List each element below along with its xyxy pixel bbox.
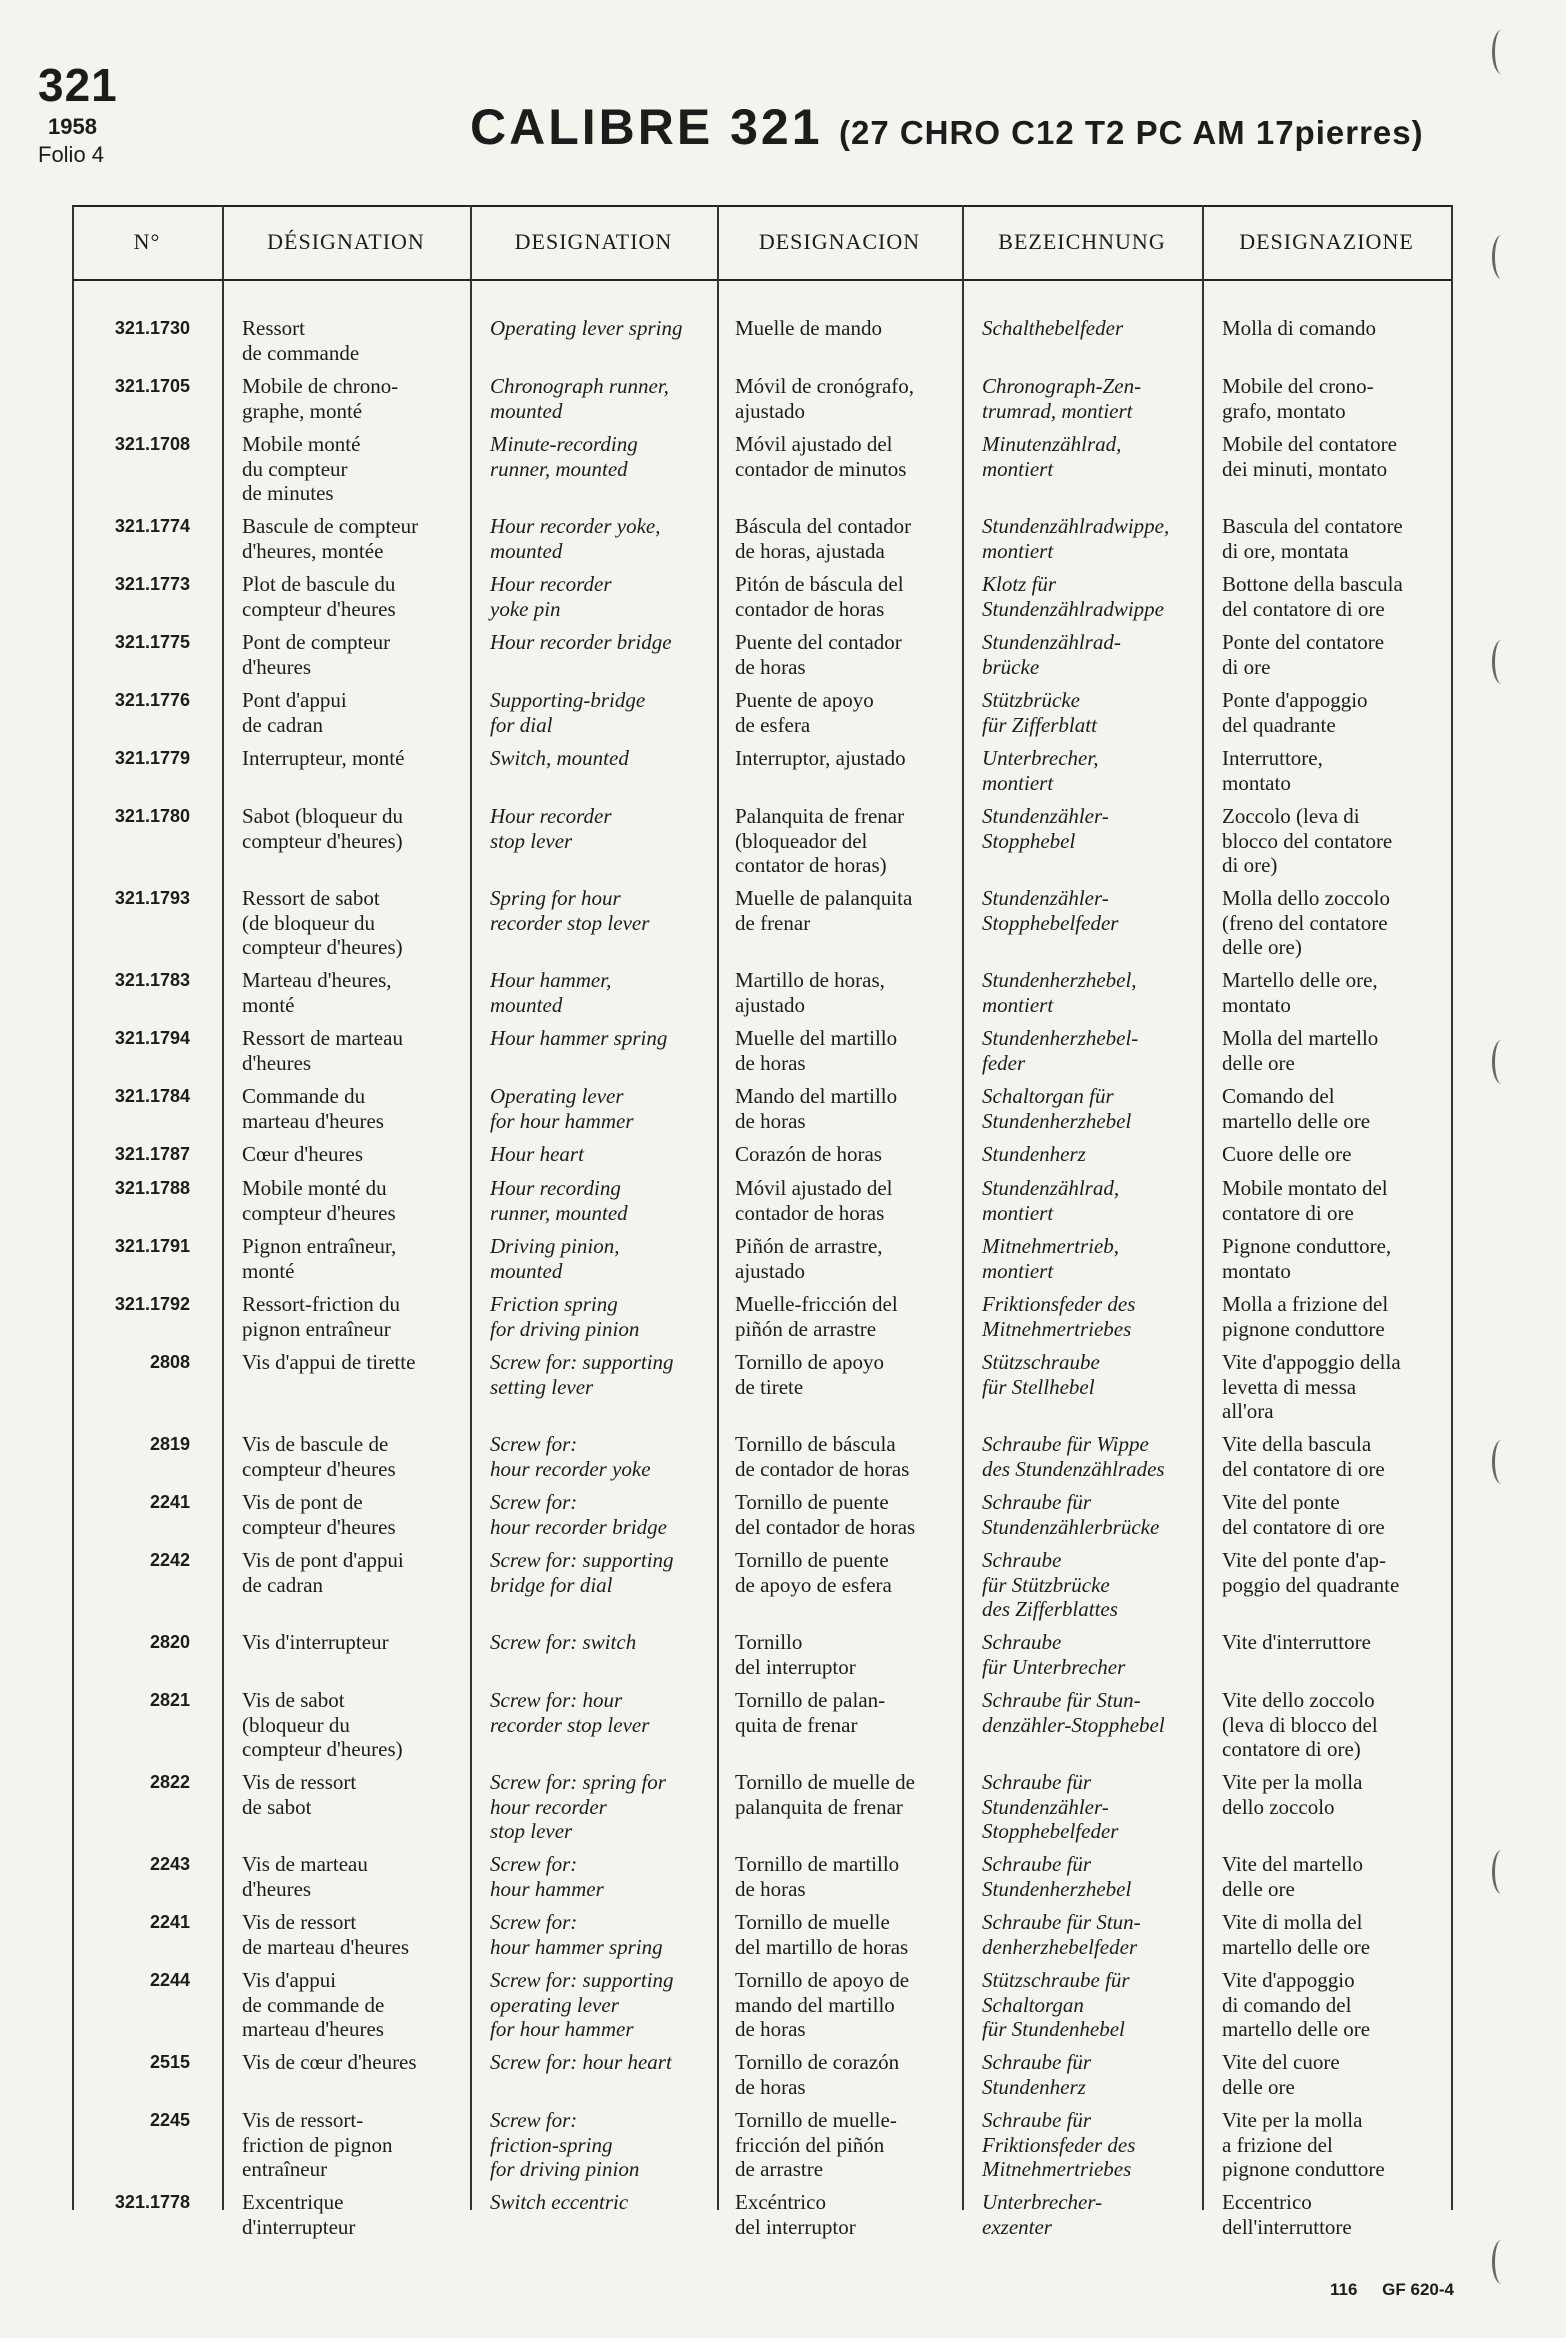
part-number: 321.1776: [114, 690, 190, 710]
designation-en: Supporting-bridge for dial: [490, 688, 646, 737]
part-number: 2820: [149, 1632, 190, 1652]
designation-fr: Vis d'appui de commande de marteau d'heures: [242, 1968, 385, 2041]
designation-en: Screw for: hour recorder bridge: [490, 1490, 667, 1539]
designation-fr: Cœur d'heures: [242, 1142, 364, 1166]
designation-de: Schraube für Stundenherzhebel: [982, 1852, 1132, 1901]
designation-fr: Commande du marteau d'heures: [242, 1084, 384, 1133]
designation-de: Schalthebelfeder: [982, 316, 1124, 340]
designation-fr: Pont de compteur d'heures: [242, 630, 391, 679]
designation-es: Tornillo de corazón de horas: [735, 2050, 900, 2099]
designation-en: Screw for: switch: [490, 1630, 637, 1654]
designation-en: Screw for: supporting setting lever: [490, 1350, 674, 1399]
designation-fr: Plot de bascule du compteur d'heures: [242, 572, 396, 621]
designation-fr: Vis de sabot (bloqueur du compteur d'heures): [242, 1688, 403, 1761]
document-code: GF 620-4: [1382, 2280, 1454, 2299]
designation-it: Molla a frizione del pignone conduttore: [1222, 1292, 1389, 1341]
designation-de: Stützschraube für Stellhebel: [982, 1350, 1100, 1399]
part-number: 321.1730: [114, 318, 190, 338]
parts-table: [72, 205, 1452, 2239]
page-header-left: [38, 59, 118, 168]
part-number: 321.1793: [114, 888, 190, 908]
part-number: 2819: [149, 1434, 190, 1454]
designation-en: Driving pinion, mounted: [490, 1234, 620, 1283]
part-number: 321.1794: [114, 1028, 190, 1048]
designation-it: Comando del martello delle ore: [1222, 1084, 1371, 1133]
designation-it: Molla dello zoccolo (freno del contatore delle ore): [1222, 886, 1390, 959]
designation-fr: Sabot (bloqueur du compteur d'heures): [242, 804, 403, 853]
col-header-german: BEZEICHNUNG: [998, 229, 1166, 254]
col-header-english: DESIGNATION: [514, 229, 673, 254]
designation-fr: Ressort de marteau d'heures: [242, 1026, 403, 1075]
designation-it: Mobile del contatore dei minuti, montato: [1222, 432, 1397, 481]
designation-it: Zoccolo (leva di blocco del contatore di ore): [1222, 804, 1393, 877]
designation-it: Vite del cuore delle ore: [1222, 2050, 1340, 2099]
designation-es: Móvil ajustado del contador de minutos: [735, 432, 907, 481]
designation-en: Chronograph runner, mounted: [490, 374, 669, 423]
designation-es: Tornillo de palan- quita de frenar: [735, 1688, 886, 1737]
designation-es: Tornillo de báscula de contador de horas: [735, 1432, 910, 1481]
designation-en: Screw for: hour recorder yoke: [490, 1432, 651, 1481]
designation-it: Pignone conduttore, montato: [1222, 1234, 1392, 1283]
page-footer: [1330, 2280, 1474, 2300]
designation-en: Screw for: supporting bridge for dial: [490, 1548, 674, 1597]
designation-es: Muelle-fricción del piñón de arrastre: [735, 1292, 898, 1341]
designation-es: Mando del martillo de horas: [735, 1084, 898, 1133]
designation-de: Minutenzählrad, montiert: [982, 432, 1122, 481]
designation-en: Spring for hour recorder stop lever: [490, 886, 650, 935]
punch-hole-mark: [1492, 1040, 1511, 1084]
col-header-italian: DESIGNAZIONE: [1239, 229, 1414, 254]
part-number: 2515: [149, 2052, 190, 2072]
designation-es: Piñón de arrastre, ajustado: [735, 1234, 883, 1283]
part-number: 321.1705: [114, 376, 190, 396]
designation-fr: Vis de marteau d'heures: [242, 1852, 368, 1901]
part-number: 321.1774: [114, 516, 190, 536]
designation-fr: Pignon entraîneur, monté: [242, 1234, 397, 1283]
part-number: 321.1780: [114, 806, 190, 826]
designation-es: Tornillo de puente del contador de horas: [735, 1490, 916, 1539]
designation-es: Tornillo de apoyo de tirete: [735, 1350, 884, 1399]
designation-en: Hour hammer, mounted: [490, 968, 612, 1017]
col-header-number: N°: [133, 229, 161, 254]
designation-it: Ponte d'appoggio del quadrante: [1222, 688, 1368, 737]
part-number: 321.1787: [114, 1144, 190, 1164]
part-number: 321.1779: [114, 748, 190, 768]
designation-fr: Bascule de compteur d'heures, montée: [242, 514, 419, 563]
designation-en: Operating lever spring: [490, 316, 683, 340]
designation-de: Stützbrücke für Zifferblatt: [982, 688, 1097, 737]
designation-es: Interruptor, ajustado: [735, 746, 906, 770]
designation-de: Stützschraube für Schaltorgan für Stundenhebel: [982, 1968, 1130, 2041]
designation-de: Stundenherzhebel- feder: [982, 1026, 1139, 1075]
designation-fr: Vis de ressort de marteau d'heures: [242, 1910, 410, 1959]
part-number: 2244: [149, 1970, 190, 1990]
designation-it: Vite del ponte del contatore di ore: [1222, 1490, 1385, 1539]
designation-de: Stundenherz: [982, 1142, 1086, 1166]
designation-es: Tornillo de puente de apoyo de esfera: [735, 1548, 892, 1597]
designation-it: Bottone della bascula del contatore di ore: [1222, 572, 1403, 621]
designation-fr: Mobile monté du compteur d'heures: [242, 1176, 396, 1225]
designation-en: Hour recorder yoke, mounted: [490, 514, 661, 563]
designation-es: Muelle de palanquita de frenar: [735, 886, 913, 935]
page-number: 116: [1330, 2280, 1358, 2299]
designation-en: Hour recording runner, mounted: [490, 1176, 628, 1225]
punch-hole-mark: [1492, 30, 1511, 74]
designation-en: Hour heart: [490, 1142, 584, 1166]
part-number: 2822: [149, 1772, 190, 1792]
designation-de: Stundenherzhebel, montiert: [982, 968, 1137, 1017]
designation-it: Vite per la molla dello zoccolo: [1222, 1770, 1363, 1819]
designation-fr: Ressort de sabot (de bloqueur du compteur d'heures): [242, 886, 403, 959]
designation-en: Screw for: friction-spring for driving pinion: [490, 2108, 640, 2181]
designation-it: Martello delle ore, montato: [1222, 968, 1378, 1017]
designation-fr: Ressort de commande: [242, 316, 360, 365]
designation-es: Muelle del martillo de horas: [735, 1026, 898, 1075]
punch-hole-mark: [1492, 235, 1511, 279]
part-number: 2241: [149, 1492, 190, 1512]
part-number: 2808: [149, 1352, 190, 1372]
punch-hole-mark: [1492, 2240, 1511, 2284]
designation-it: Vite d'appoggio di comando del martello delle ore: [1222, 1968, 1371, 2041]
designation-fr: Vis de ressort de sabot: [242, 1770, 357, 1819]
col-header-spanish: DESIGNACION: [758, 229, 921, 254]
part-number: 321.1788: [114, 1178, 190, 1198]
designation-es: Tornillo de muelle de palanquita de frenar: [735, 1770, 915, 1819]
designation-es: Puente del contador de horas: [735, 630, 902, 679]
designation-de: Schaltorgan für Stundenherzhebel: [982, 1084, 1132, 1133]
part-number: 2243: [149, 1854, 190, 1874]
part-number: 321.1783: [114, 970, 190, 990]
part-number: 2241: [149, 1912, 190, 1932]
designation-it: Vite d'appoggio della levetta di messa all'ora: [1222, 1350, 1401, 1423]
designation-it: Vite del martello delle ore: [1222, 1852, 1364, 1901]
designation-en: Screw for: hour heart: [490, 2050, 672, 2074]
designation-de: Schraube für Stundenzähler- Stopphebelfeder: [982, 1770, 1119, 1843]
designation-it: Mobile montato del contatore di ore: [1222, 1176, 1388, 1225]
designation-de: Schraube für Friktionsfeder des Mitnehmertriebes: [982, 2108, 1136, 2181]
designation-it: Interruttore, montato: [1222, 746, 1323, 795]
part-number: 321.1791: [114, 1236, 190, 1256]
designation-it: Molla di comando: [1222, 316, 1376, 340]
designation-it: Molla del martello delle ore: [1222, 1026, 1379, 1075]
designation-de: Chronograph-Zen- trumrad, montiert: [982, 374, 1142, 423]
designation-es: Báscula del contador de horas, ajustada: [735, 514, 912, 563]
designation-en: Hour recorder yoke pin: [490, 572, 612, 621]
designation-en: Hour recorder stop lever: [490, 804, 612, 853]
part-number: 2821: [149, 1690, 190, 1710]
punch-hole-mark: [1492, 640, 1511, 684]
column-divider: [1451, 205, 1453, 2210]
designation-es: Móvil de cronógrafo, ajustado: [735, 374, 915, 423]
designation-en: Screw for: spring for hour recorder stop lever: [490, 1770, 666, 1843]
designation-es: Muelle de mando: [735, 316, 882, 340]
designation-de: Schraube für Unterbrecher: [982, 1630, 1126, 1679]
designation-de: Stundenzähler- Stopphebel: [982, 804, 1109, 853]
title-main: CALIBRE 321: [470, 99, 823, 155]
year: 1958: [48, 114, 97, 139]
designation-fr: Vis de pont d'appui de cadran: [242, 1548, 404, 1597]
designation-es: Tornillo de apoyo de mando del martillo de horas: [735, 1968, 910, 2041]
designation-es: Excéntrico del interruptor: [735, 2190, 856, 2239]
punch-hole-mark: [1492, 1440, 1511, 1484]
designation-en: Friction spring for driving pinion: [490, 1292, 640, 1341]
designation-de: Stundenzählradwippe, montiert: [982, 514, 1170, 563]
table-header-rule: [72, 279, 1452, 281]
designation-es: Tornillo de muelle- fricción del piñón de arrastre: [735, 2108, 897, 2181]
part-number: 321.1708: [114, 434, 190, 454]
part-number: 321.1792: [114, 1294, 190, 1314]
designation-fr: Vis d'interrupteur: [242, 1630, 389, 1654]
part-number: 321.1778: [114, 2192, 190, 2212]
designation-fr: Mobile de chrono- graphe, monté: [242, 374, 399, 423]
designation-en: Hour recorder bridge: [490, 630, 672, 654]
designation-de: Schraube für Stundenherz: [982, 2050, 1092, 2099]
part-number: 321.1773: [114, 574, 190, 594]
designation-de: Stundenzählrad- brücke: [982, 630, 1121, 679]
designation-de: Unterbrecher- exzenter: [982, 2190, 1103, 2239]
designation-es: Palanquita de frenar (bloqueador del contator de horas): [735, 804, 905, 877]
designation-en: Hour hammer spring: [490, 1026, 668, 1050]
designation-en: Screw for: hour recorder stop lever: [490, 1688, 650, 1737]
designation-it: Vite dello zoccolo (leva di blocco del contatore di ore): [1222, 1688, 1378, 1761]
designation-it: Ponte del contatore di ore: [1222, 630, 1385, 679]
designation-fr: Excentrique d'interrupteur: [242, 2190, 356, 2239]
designation-de: Schraube für Stun- denherzhebelfeder: [982, 1910, 1141, 1959]
designation-fr: Mobile monté du compteur de minutes: [242, 432, 361, 505]
folio: Folio 4: [38, 142, 105, 167]
designation-it: Vite del ponte d'ap- poggio del quadrante: [1222, 1548, 1400, 1597]
designation-de: Schraube für Wippe des Stundenzählrades: [982, 1432, 1165, 1481]
designation-de: Schraube für Stun- denzähler-Stopphebel: [982, 1688, 1165, 1737]
page-title: [470, 98, 1424, 156]
designation-fr: Vis d'appui de tirette: [242, 1350, 416, 1374]
designation-it: Vite per la molla a frizione del pignone conduttore: [1222, 2108, 1385, 2181]
designation-fr: Marteau d'heures, monté: [242, 968, 392, 1017]
designation-fr: Interrupteur, monté: [242, 746, 405, 770]
designation-en: Screw for: supporting operating lever for hour hammer: [490, 1968, 674, 2041]
designation-fr: Vis de cœur d'heures: [242, 2050, 417, 2074]
designation-en: Screw for: hour hammer spring: [490, 1910, 663, 1959]
column-divider: [222, 205, 224, 2210]
part-number: 2245: [149, 2110, 190, 2130]
designation-en: Minute-recording runner, mounted: [490, 432, 638, 481]
designation-it: Vite della bascula del contatore di ore: [1222, 1432, 1385, 1481]
designation-de: Stundenzählrad, montiert: [982, 1176, 1120, 1225]
designation-fr: Pont d'appui de cadran: [242, 688, 347, 737]
punch-hole-mark: [1492, 1850, 1511, 1894]
designation-it: Vite d'interruttore: [1222, 1630, 1371, 1654]
designation-de: Unterbrecher, montiert: [982, 746, 1099, 795]
part-number: 2242: [149, 1550, 190, 1570]
designation-it: Mobile del crono- grafo, montato: [1222, 374, 1374, 423]
designation-it: Vite di molla del martello delle ore: [1222, 1910, 1371, 1959]
designation-de: Schraube für Stundenzählerbrücke: [982, 1490, 1160, 1539]
designation-es: Móvil ajustado del contador de horas: [735, 1176, 893, 1225]
designation-es: Tornillo de muelle del martillo de horas: [735, 1910, 909, 1959]
designation-it: Bascula del contatore di ore, montata: [1222, 514, 1403, 563]
part-number: 321.1775: [114, 632, 190, 652]
part-number: 321.1784: [114, 1086, 190, 1106]
designation-es: Puente de apoyo de esfera: [735, 688, 874, 737]
designation-de: Friktionsfeder des Mitnehmertriebes: [982, 1292, 1136, 1341]
designation-de: Klotz für Stundenzählradwippe: [982, 572, 1164, 621]
designation-fr: Vis de bascule de compteur d'heures: [242, 1432, 396, 1481]
designation-it: Cuore delle ore: [1222, 1142, 1352, 1166]
designation-fr: Ressort-friction du pignon entraîneur: [242, 1292, 401, 1341]
designation-de: Mitnehmertrieb, montiert: [982, 1234, 1120, 1283]
calibre-number: 321: [38, 59, 118, 111]
title-sub: (27 CHRO C12 T2 PC AM 17pierres): [838, 114, 1424, 151]
designation-it: Eccentrico dell'interruttore: [1222, 2190, 1352, 2239]
designation-en: Switch eccentric: [490, 2190, 629, 2214]
designation-es: Tornillo de martillo de horas: [735, 1852, 900, 1901]
designation-en: Operating lever for hour hammer: [490, 1084, 634, 1133]
designation-en: Screw for: hour hammer: [490, 1852, 604, 1901]
designation-de: Stundenzähler- Stopphebelfeder: [982, 886, 1119, 935]
designation-fr: Vis de ressort- friction de pignon entraîneur: [242, 2108, 393, 2181]
designation-en: Switch, mounted: [490, 746, 629, 770]
designation-de: Schraube für Stützbrücke des Zifferblattes: [982, 1548, 1118, 1621]
designation-es: Corazón de horas: [735, 1142, 882, 1166]
col-header-french: DÉSIGNATION: [267, 229, 425, 254]
designation-es: Martillo de horas, ajustado: [735, 968, 885, 1017]
designation-fr: Vis de pont de compteur d'heures: [242, 1490, 396, 1539]
designation-es: Tornillo del interruptor: [735, 1630, 856, 1679]
designation-es: Pitón de báscula del contador de horas: [735, 572, 904, 621]
